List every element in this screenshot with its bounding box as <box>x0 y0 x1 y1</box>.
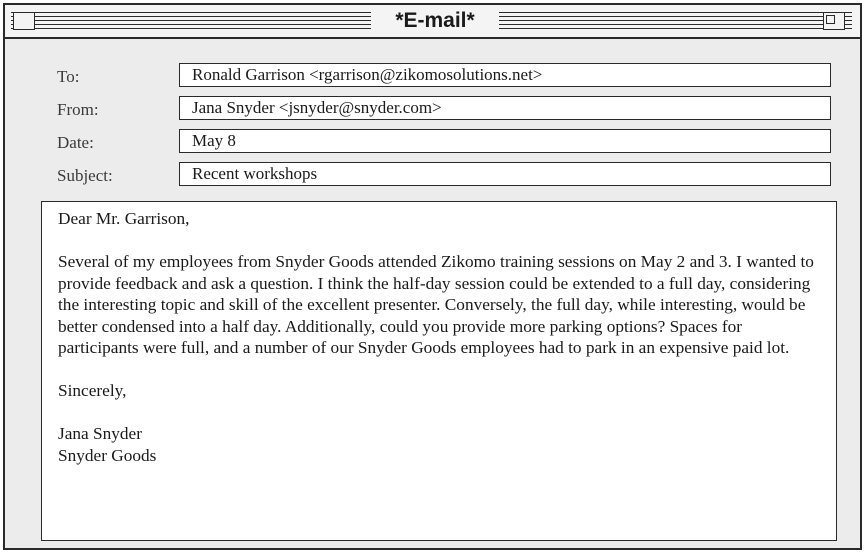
to-row <box>5 63 860 91</box>
from-field[interactable]: Jana Snyder <jsnyder@snyder.com> <box>179 96 831 120</box>
title-bar-stripes-right <box>499 12 852 30</box>
title-bar[interactable] <box>5 5 860 39</box>
subject-label: Subject: <box>57 166 113 185</box>
to-field[interactable]: Ronald Garrison <rgarrison@zikomosolutions.net> <box>179 63 831 87</box>
email-window <box>3 3 862 550</box>
date-row <box>5 129 860 157</box>
subject-row <box>5 162 860 190</box>
message-closing: Sincerely, <box>58 381 127 400</box>
subject-field[interactable]: Recent workshops <box>179 162 831 186</box>
date-label: Date: <box>57 133 94 152</box>
from-label: From: <box>57 100 99 119</box>
from-row <box>5 96 860 124</box>
date-field[interactable]: May 8 <box>179 129 831 153</box>
message-greeting: Dear Mr. Garrison, <box>58 209 190 228</box>
message-body[interactable] <box>41 201 837 541</box>
to-label: To: <box>57 67 80 86</box>
title-bar-stripes-left <box>11 12 371 30</box>
message-paragraph: Several of my employees from Snyder Goods attended Zikomo training sessions on May 2 and 3. I wanted to provide feedback and ask a question. I think the half-day session could be extended to a full day, considering the interesting topic and skill of the excellent presenter. Conversely, the full day, while interesting, would be better condensed into a half day. Additionally, could you provide more parking options? Spaces for participants were full, and a number of our Snyder Goods employees had to park in an expensive paid lot. <box>58 252 814 357</box>
zoom-box-icon[interactable] <box>823 12 845 30</box>
signature-name: Jana Snyder <box>58 424 142 443</box>
window-title: *E-mail* <box>371 5 499 37</box>
close-box-icon[interactable] <box>13 12 35 30</box>
signature-company: Snyder Goods <box>58 445 157 465</box>
